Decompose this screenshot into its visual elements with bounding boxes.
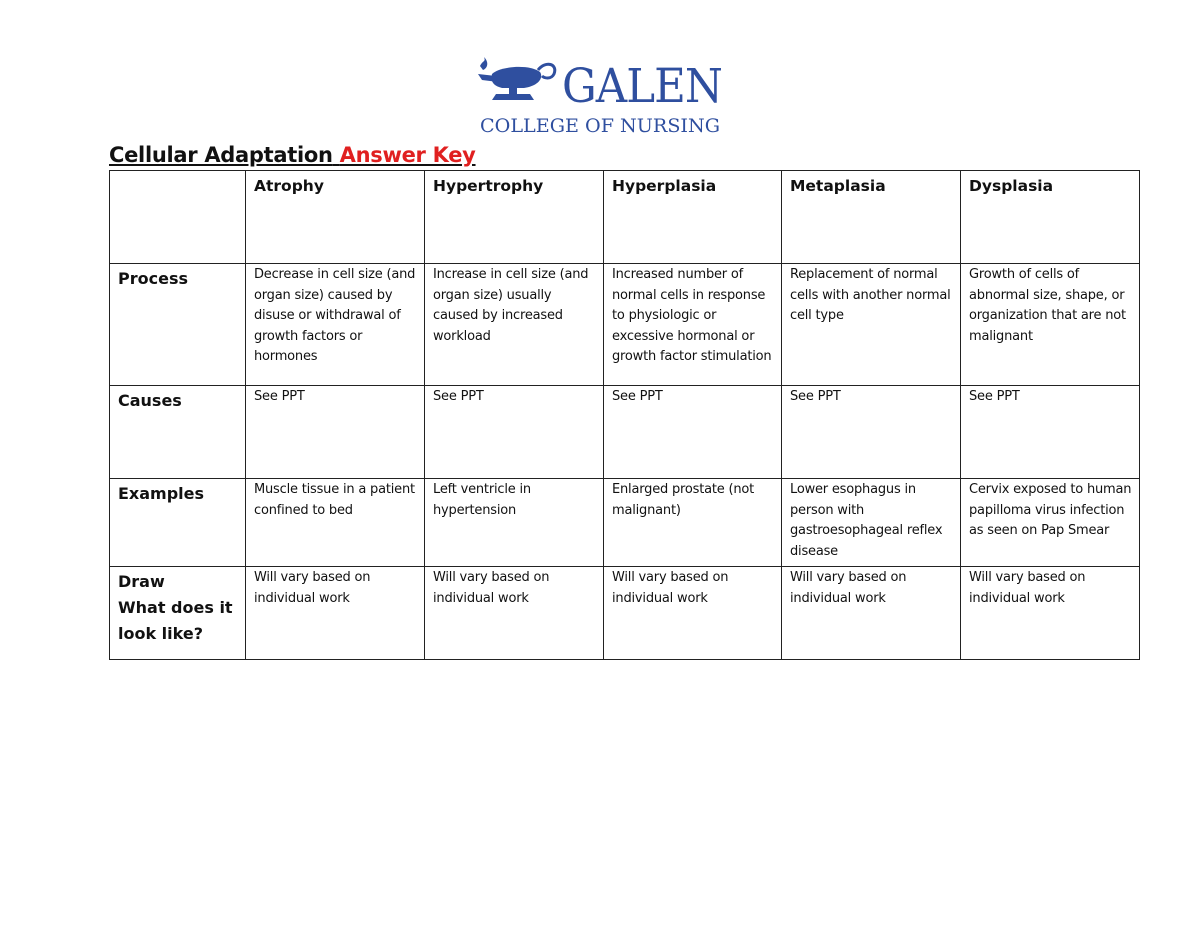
table-cell: See PPT	[425, 386, 604, 479]
table-cell: Will vary based on individual work	[425, 567, 604, 660]
header-metaplasia: Metaplasia	[782, 171, 961, 264]
adaptation-table	[109, 170, 1140, 660]
table-cell: Muscle tissue in a patient confined to bed	[246, 479, 425, 567]
table-cell: Will vary based on individual work	[604, 567, 782, 660]
table-cell: Lower esophagus in person with gastroesophageal reflex disease	[782, 479, 961, 567]
table-cell: Will vary based on individual work	[782, 567, 961, 660]
header-corner-cell	[110, 171, 246, 264]
header-dysplasia: Dysplasia	[961, 171, 1140, 264]
table-cell: Enlarged prostate (not malignant)	[604, 479, 782, 567]
table-cell: Replacement of normal cells with another normal cell type	[782, 264, 961, 386]
table-header-row	[110, 171, 1140, 264]
table-cell: Will vary based on individual work	[961, 567, 1140, 660]
logo-subtitle: COLLEGE OF NURSING	[480, 115, 720, 137]
table-cell: Left ventricle in hypertension	[425, 479, 604, 567]
logo-wordmark: GALEN	[562, 59, 722, 114]
table-cell: Growth of cells of abnormal size, shape, or organization that are not malignant	[961, 264, 1140, 386]
header-hyperplasia: Hyperplasia	[604, 171, 782, 264]
header-atrophy: Atrophy	[246, 171, 425, 264]
table-cell: See PPT	[961, 386, 1140, 479]
table-cell: Decrease in cell size (and organ size) caused by disuse or withdrawal of growth factors or hormones	[246, 264, 425, 386]
lamp-icon	[474, 56, 726, 138]
row-label-causes: Causes	[110, 386, 246, 479]
table-cell: Increase in cell size (and organ size) usually caused by increased workload	[425, 264, 604, 386]
document-title	[109, 143, 476, 167]
table-row-draw	[110, 567, 1140, 660]
row-label-draw-line1: Draw	[118, 572, 165, 591]
table-cell: See PPT	[782, 386, 961, 479]
title-main: Cellular Adaptation	[109, 143, 333, 167]
row-label-draw	[110, 567, 246, 660]
row-label-draw-line2: What does it look like?	[118, 598, 233, 643]
table-row-process	[110, 264, 1140, 386]
table-cell: See PPT	[604, 386, 782, 479]
table-row-causes	[110, 386, 1140, 479]
table-row-examples	[110, 479, 1140, 567]
table-cell: Increased number of normal cells in response to physiologic or excessive hormonal or growth factor stimulation	[604, 264, 782, 386]
header-hypertrophy: Hypertrophy	[425, 171, 604, 264]
table-cell: See PPT	[246, 386, 425, 479]
table-cell: Cervix exposed to human papilloma virus infection as seen on Pap Smear	[961, 479, 1140, 567]
galen-logo	[474, 56, 726, 138]
title-answer-key: Answer Key	[339, 143, 476, 167]
row-label-process: Process	[110, 264, 246, 386]
row-label-examples: Examples	[110, 479, 246, 567]
table-cell: Will vary based on individual work	[246, 567, 425, 660]
